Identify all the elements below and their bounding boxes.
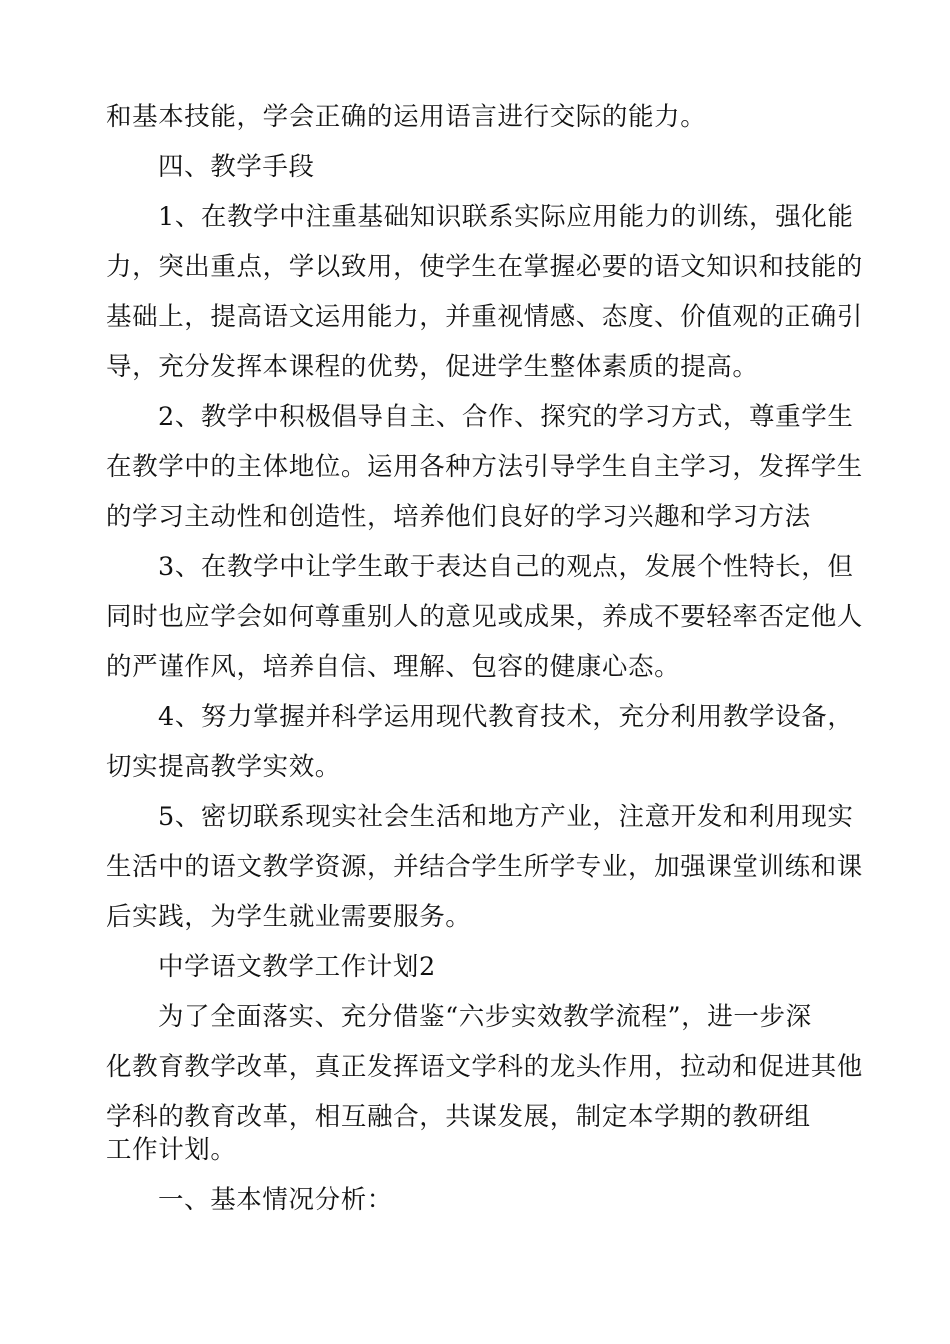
text-line: 工作计划。	[106, 1135, 237, 1165]
text-line: 3、在教学中让学生敢于表达自己的观点，发展个性特长，但	[158, 552, 854, 582]
section-heading: 四、教学手段	[158, 152, 315, 182]
text-line: 基础上，提高语文运用能力，并重视情感、态度、价值观的正确引	[106, 302, 863, 332]
text-line: 切实提高教学实效。	[106, 752, 341, 782]
text-line: 化教育教学改革，真正发挥语文学科的龙头作用，拉动和促进其他	[106, 1052, 863, 1082]
text-line: 的严谨作风，培养自信、理解、包容的健康心态。	[106, 652, 681, 682]
text-line: 的学习主动性和创造性，培养他们良好的学习兴趣和学习方法	[106, 502, 811, 532]
text-line: 5、密切联系现实社会生活和地方产业，注意开发和利用现实	[158, 802, 854, 832]
text-line: 2、教学中积极倡导自主、合作、探究的学习方式，尊重学生	[158, 402, 854, 432]
text-line: 导，充分发挥本课程的优势，促进学生整体素质的提高。	[106, 352, 759, 382]
section-heading: 一、基本情况分析：	[158, 1185, 393, 1215]
text-line: 力，突出重点，学以致用，使学生在掌握必要的语文知识和技能的	[106, 252, 863, 282]
text-line: 在教学中的主体地位。运用各种方法引导学生自主学习，发挥学生	[106, 452, 863, 482]
text-line: 生活中的语文教学资源，并结合学生所学专业，加强课堂训练和课	[106, 852, 863, 882]
text-line: 后实践，为学生就业需要服务。	[106, 902, 472, 932]
text-line: 1、在教学中注重基础知识联系实际应用能力的训练，强化能	[158, 202, 854, 232]
text-line: 学科的教育改革，相互融合，共谋发展，制定本学期的教研组	[106, 1102, 811, 1132]
document-title: 中学语文教学工作计划2	[158, 952, 436, 982]
text-line: 同时也应学会如何尊重别人的意见或成果，养成不要轻率否定他人	[106, 602, 863, 632]
text-line: 和基本技能，学会正确的运用语言进行交际的能力。	[106, 102, 707, 132]
text-line: 为了全面落实、充分借鉴“六步实效教学流程”，进一步深	[158, 1002, 812, 1032]
text-line: 4、努力掌握并科学运用现代教育技术，充分利用教学设备，	[158, 702, 854, 732]
